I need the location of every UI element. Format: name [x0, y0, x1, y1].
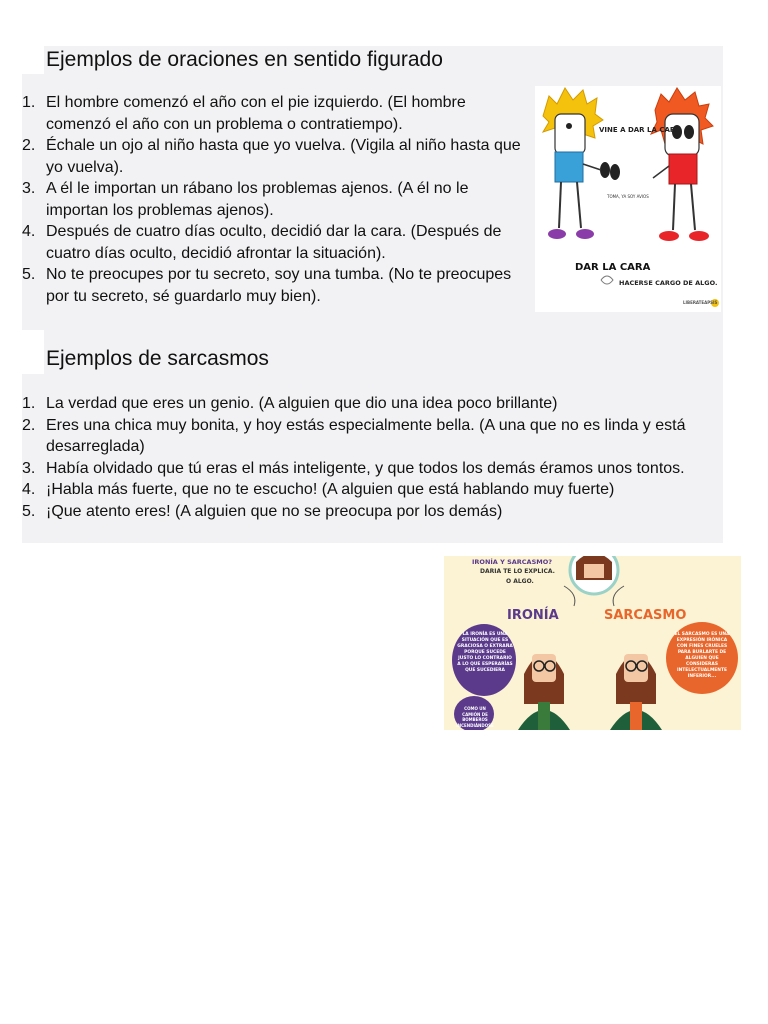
daria-top-line3: O ALGO.	[506, 578, 534, 585]
panel-notch	[22, 330, 44, 374]
daria-top-line2: DARIA TE LO EXPLICA.	[480, 568, 555, 575]
comic-small-text: TOMA, YA SOY AVIOS	[607, 194, 649, 199]
ironia-example: COMO UN CAMIÓN DE BOMBEROS INCENDIÁNDOSE	[456, 706, 494, 728]
panel-notch	[22, 46, 44, 74]
list-item: 4. ¡Habla más fuerte, que no te escucho! (A alguien que está hablando muy fuerte)	[22, 481, 615, 498]
comic-heading: DAR LA CARA	[575, 262, 651, 273]
sarcasmo-definition: EL SARCASMO ES UNA EXPRESIÓN IRÓNICA CON FINES CRUELES PARA BURLARTE DE ALGUIEN QUE CONSIDERAS INTELECTUALMENTE INFERIOR...	[674, 632, 730, 679]
list-item: 3. Había olvidado que tú eras el más inteligente, y que todos los demás éramos unos tontos.	[22, 459, 685, 477]
daria-top-line1: IRONÍA Y SARCASMO?	[472, 558, 553, 566]
list-item: 4. Después de cuatro días oculto, decidió dar la cara. (Después de cuatro días oculto, decidió afrontar la situación).	[22, 223, 502, 262]
list-item: 5. No te preocupes por tu secreto, soy una tumba. (No te preocupes por tu secreto, sé guardarlo muy bien).	[22, 266, 512, 305]
list-item: 2. Échale un ojo al niño hasta que yo vuelva. (Vigila al niño hasta que yo vuelva).	[22, 137, 521, 176]
section-title-figurado: Ejemplos de oraciones en sentido figurado	[46, 48, 443, 71]
sarcasmo-label: SARCASMO	[604, 608, 687, 623]
comic-speech-text: VINE A DAR LA CARA	[599, 126, 681, 134]
list-item: 2. Eres una chica muy bonita, y hoy estás especialmente bella. (A una que no es linda y está desarreglada)	[22, 416, 686, 455]
sarcasmos-list	[22, 393, 727, 522]
section-title-sarcasmos: Ejemplos de sarcasmos	[46, 347, 269, 370]
comic-brand: LIBERATEAPSIS	[683, 300, 718, 305]
list-item: 1. El hombre comenzó el año con el pie izquierdo. (El hombre comenzó el año con un problema o contratiempo).	[22, 94, 466, 133]
list-item: 1. La verdad que eres un genio. (A alguien que dio una idea poco brillante)	[22, 395, 558, 412]
comic-meaning: HACERSE CARGO DE ALGO.	[619, 279, 718, 287]
comic-daria-image	[444, 556, 741, 730]
figurado-list	[22, 92, 527, 307]
list-item: 5. ¡Que atento eres! (A alguien que no se preocupa por los demás)	[22, 502, 503, 520]
ironia-definition: LA IRONÍA ES UNA SITUACIÓN QUE ES GRACIOSA O EXTRAÑA PORQUE SUCEDE JUSTO LO CONTRARIO A LO QUE ESPERARÍAS QUE SUCEDIERA	[457, 632, 513, 673]
ironia-label: IRONÍA	[507, 608, 559, 623]
list-item: 3. A él le importan un rábano los problemas ajenos. (A él no le importan los problemas ajenos).	[22, 180, 469, 219]
comic-dar-la-cara-image	[535, 86, 721, 312]
